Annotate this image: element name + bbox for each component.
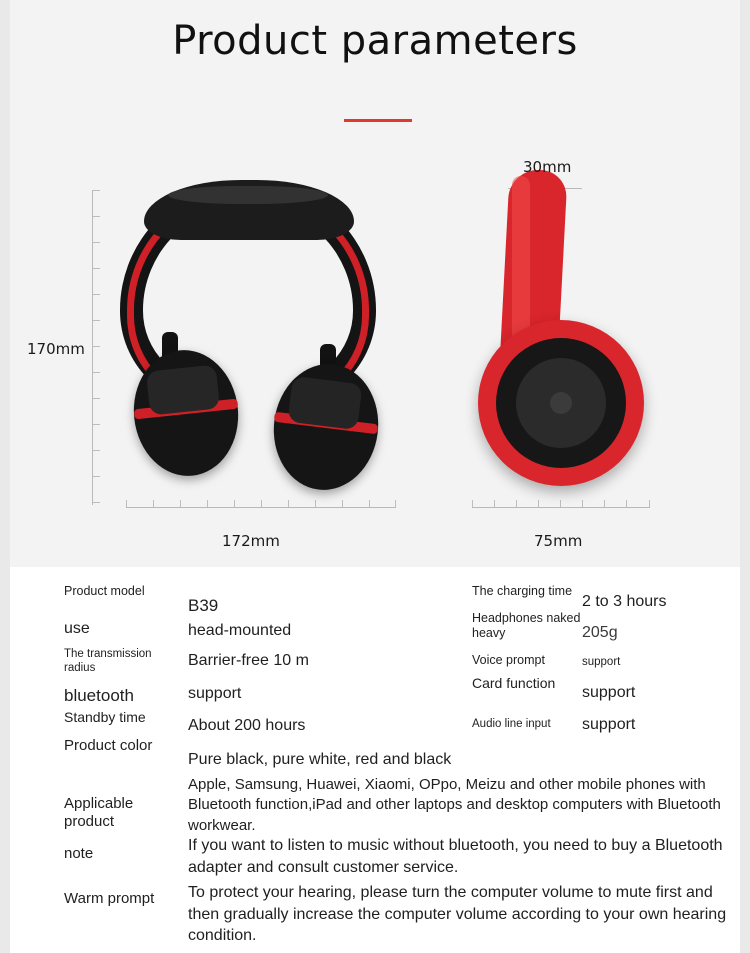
page-title: Product parameters [172,18,578,64]
spec-key-product-color: Product color [64,737,153,754]
spec-key-warm-prompt: Warm prompt [64,890,155,907]
spec-value-product-color: Pure black, pure white, red and black [188,751,452,768]
spec-value-warm-prompt: To protect your hearing, please turn the computer volume to mute first and then gradually increase the computer volume according to your own hearing condition. [188,884,727,945]
side-width-dimension-label: 75mm [534,532,583,550]
spec-key-use: use [64,620,90,637]
depth-dimension-label: 30mm [523,158,572,176]
spec-value-naked-heavy: 205g [582,624,618,641]
spec-value-use: head-mounted [188,622,292,639]
spec-key-naked-heavy: Headphones naked heavy [472,611,581,640]
spec-value-standby-time: About 200 hours [188,717,306,734]
front-width-dimension-label: 172mm [222,532,280,550]
spec-key-charging-time: The charging time [472,584,573,598]
spec-value-note: If you want to listen to music without bluetooth, you need to buy a Bluetooth adapter and consult customer service. [188,837,723,876]
product-dimension-diagram [0,140,750,565]
spec-key-audio-line-input: Audio line input [472,718,551,730]
left-earcup-face [146,364,220,415]
headphones-front-view-image [108,182,398,482]
front-width-ruler [126,495,396,508]
spec-key-card-function: Card function [472,675,556,691]
specification-table [10,567,740,953]
spec-value-card-function: support [582,684,636,701]
side-width-ruler [472,495,650,508]
spec-value-voice-prompt: support [582,656,621,668]
height-ruler [92,190,105,505]
spec-key-applicable-product: Applicable product [64,795,134,830]
spec-key-product-model: Product model [64,584,145,598]
headphones-side-view-image [472,170,662,490]
spec-key-voice-prompt: Voice prompt [472,653,545,667]
spec-key-bluetooth: bluetooth [64,686,134,705]
spec-value-audio-line-input: support [582,716,636,733]
height-dimension-label: 170mm [27,340,85,358]
spec-key-standby-time: Standby time [64,709,146,725]
spec-value-charging-time: 2 to 3 hours [582,593,667,610]
right-earcup-face [287,376,362,430]
spec-key-transmission-radius: The transmission radius [64,648,152,674]
spec-value-applicable-product: Apple, Samsung, Huawei, Xiaomi, OPpo, Meizu and other mobile phones with Bluetooth function,iPad and other laptops and desktop computers with Bluetooth workwear. [188,776,721,834]
spec-key-note: note [64,845,94,862]
headband-pad-highlight [168,186,328,204]
spec-value-product-model: B39 [188,596,219,615]
title-underline-rule [344,119,412,122]
spec-value-bluetooth: support [188,685,242,702]
spec-value-transmission-radius: Barrier-free 10 m [188,652,309,669]
side-earcup-center-dot [550,392,572,414]
